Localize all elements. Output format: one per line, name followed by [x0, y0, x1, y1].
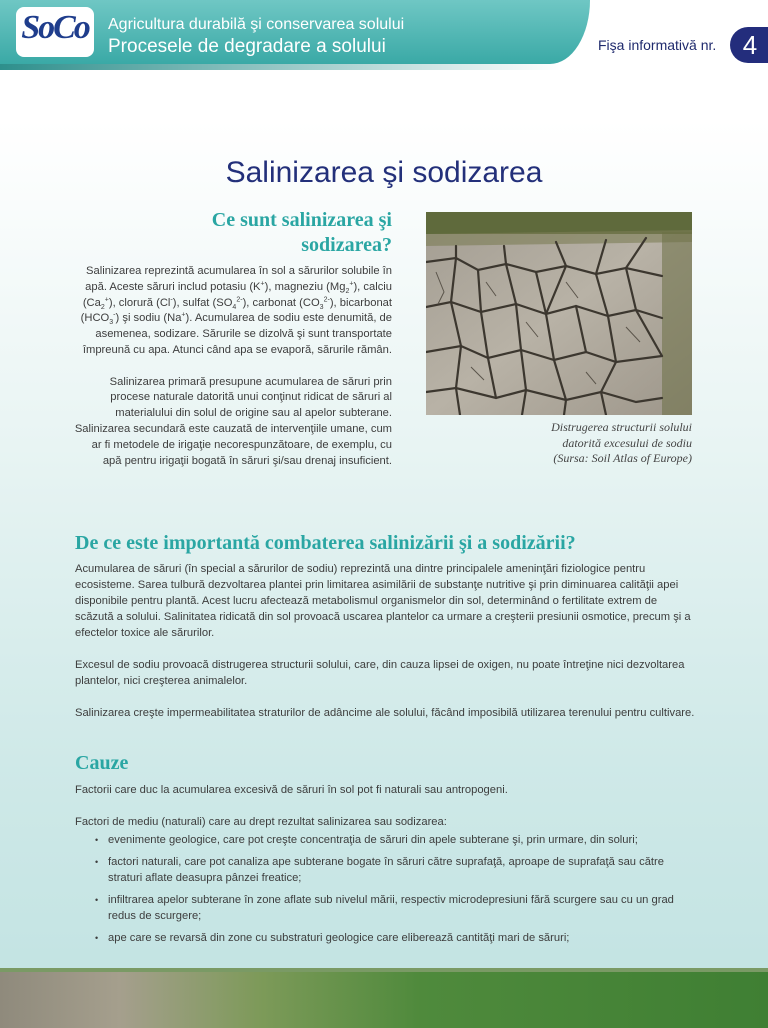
list-item: • factori naturali, care pot canaliza ape subterane bogate în săruri către suprafaţă, aproape de suprafaţă sau către straturi aflate deasupra pânzei freatice;	[95, 854, 700, 886]
list-item: • evenimente geologice, care pot creşte concentraţia de săruri din apele subterane şi, prin urmare, din soluri;	[95, 832, 700, 848]
section3-paragraph-1: Factorii care duc la acumularea excesivă de săruri în sol pot fi naturali sau antropogeni.	[75, 784, 508, 796]
header-band	[0, 0, 590, 64]
list-item: • ape care se revarsă din zone cu substraturi geologice care eliberează cantităţi mari de săruri;	[95, 930, 700, 946]
intro-paragraph-1: Salinizarea reprezintă acumularea în sol a sărurilor solubile în apă. Aceste săruri includ potasiu (K+), magneziu $(Mg_2^+)$, calciu $(Ca_2^+)$, clorură (Cl-), sulfat $(SO_4^{2-})$, carbonat $(CO_3^{2-})$, bicarbonat $(HCO_3^-)$ şi sodiu (Na+). Acumularea de sodiu este denumită, de asemenea, sodizare. Sărurile se dizolvă şi sunt transportate împreună cu apa. Atunci când apa se evaporă, sărurile rămân.	[80, 265, 392, 356]
causes-list	[75, 832, 700, 946]
footer-landscape-strip	[0, 968, 768, 1028]
list-item: • infiltrarea apelor subterane în zone aflate sub nivelul mării, respectiv microdepresiuni fără scurgere sau cu un grad redus de scurgere;	[95, 892, 700, 924]
soco-logo	[16, 7, 94, 57]
intro-text	[74, 264, 392, 485]
section2-paragraph-1: Acumularea de săruri (în special a sărurilor de sodiu) reprezintă una dintre principalele ameninţări fiziologice pentru ecosisteme. Sarea tulbură dezvoltarea plantei prin limitarea asimilării de substanţe nutritive şi prin diminuarea calităţii apei disponibile pentru plantă. Acest lucru afectează metabolismul organismelor din sol, determinând o fertilitate extrem de scăzută a solului. Salinitatea ridicată din sol provoacă uscarea plantelor ca urmare a creşterii presiunii osmotice, precum şi a efectelor toxice ale sărurilor.	[75, 563, 691, 639]
caption-line-3: (Sursa: Soil Atlas of Europe)	[553, 451, 692, 465]
caption-line-2: datorită excesului de sodiu	[562, 435, 692, 450]
header-title-line1: Agricultura durabilă şi conservarea solului	[108, 16, 405, 33]
intro-heading: Ce sunt salinizarea şi sodizarea?	[211, 209, 392, 256]
section3-paragraph-2: Factori de mediu (naturali) care au drept rezultat salinizarea sau sodizarea:	[75, 816, 447, 828]
caption-line-1: Distrugerea structurii solului	[551, 420, 692, 434]
section2-paragraph-2: Excesul de sodiu provoacă distrugerea structurii solului, care, din cauza lipsei de oxigen, nu poate întreţine nici dezvoltarea plantelor, nici creşterea animalelor.	[75, 659, 685, 687]
section2-paragraph-3: Salinizarea creşte impermeabilitatea straturilor de adâncime ale solului, făcând imposibilă utilizarea terenului pentru cultivare.	[75, 707, 695, 719]
page-title: Salinizarea şi sodizarea	[225, 156, 543, 189]
logo-text: SoCo	[21, 9, 89, 46]
intro-paragraph-2: Salinizarea primară presupune acumularea de săruri prin procese naturale datorită unui conţinut ridicat de săruri al materialului din solul de origine sau al apelor subterane. Salinizarea secundară este cauzată de intervenţiile umane, cum ar fi metodele de irigaţie necorespunzătoare, de exemplu, cu apă pentru irigaţii bogată în săruri şi/sau drenaj insuficient.	[74, 375, 392, 467]
fisa-number-badge: 4	[730, 27, 768, 63]
section3-heading: Cauze	[75, 752, 129, 774]
section2-heading: De ce este importantă combaterea salinizării şi a sodizării?	[75, 532, 576, 554]
header-title-line2: Procesele de degradare a solului	[108, 36, 386, 57]
section2-text	[75, 561, 695, 737]
fisa-label: Fişa informativă nr.	[598, 37, 717, 53]
photo-caption	[426, 420, 692, 467]
section3-text	[75, 782, 700, 952]
cracked-soil-image	[426, 212, 692, 415]
cracked-soil-photo	[426, 212, 692, 415]
